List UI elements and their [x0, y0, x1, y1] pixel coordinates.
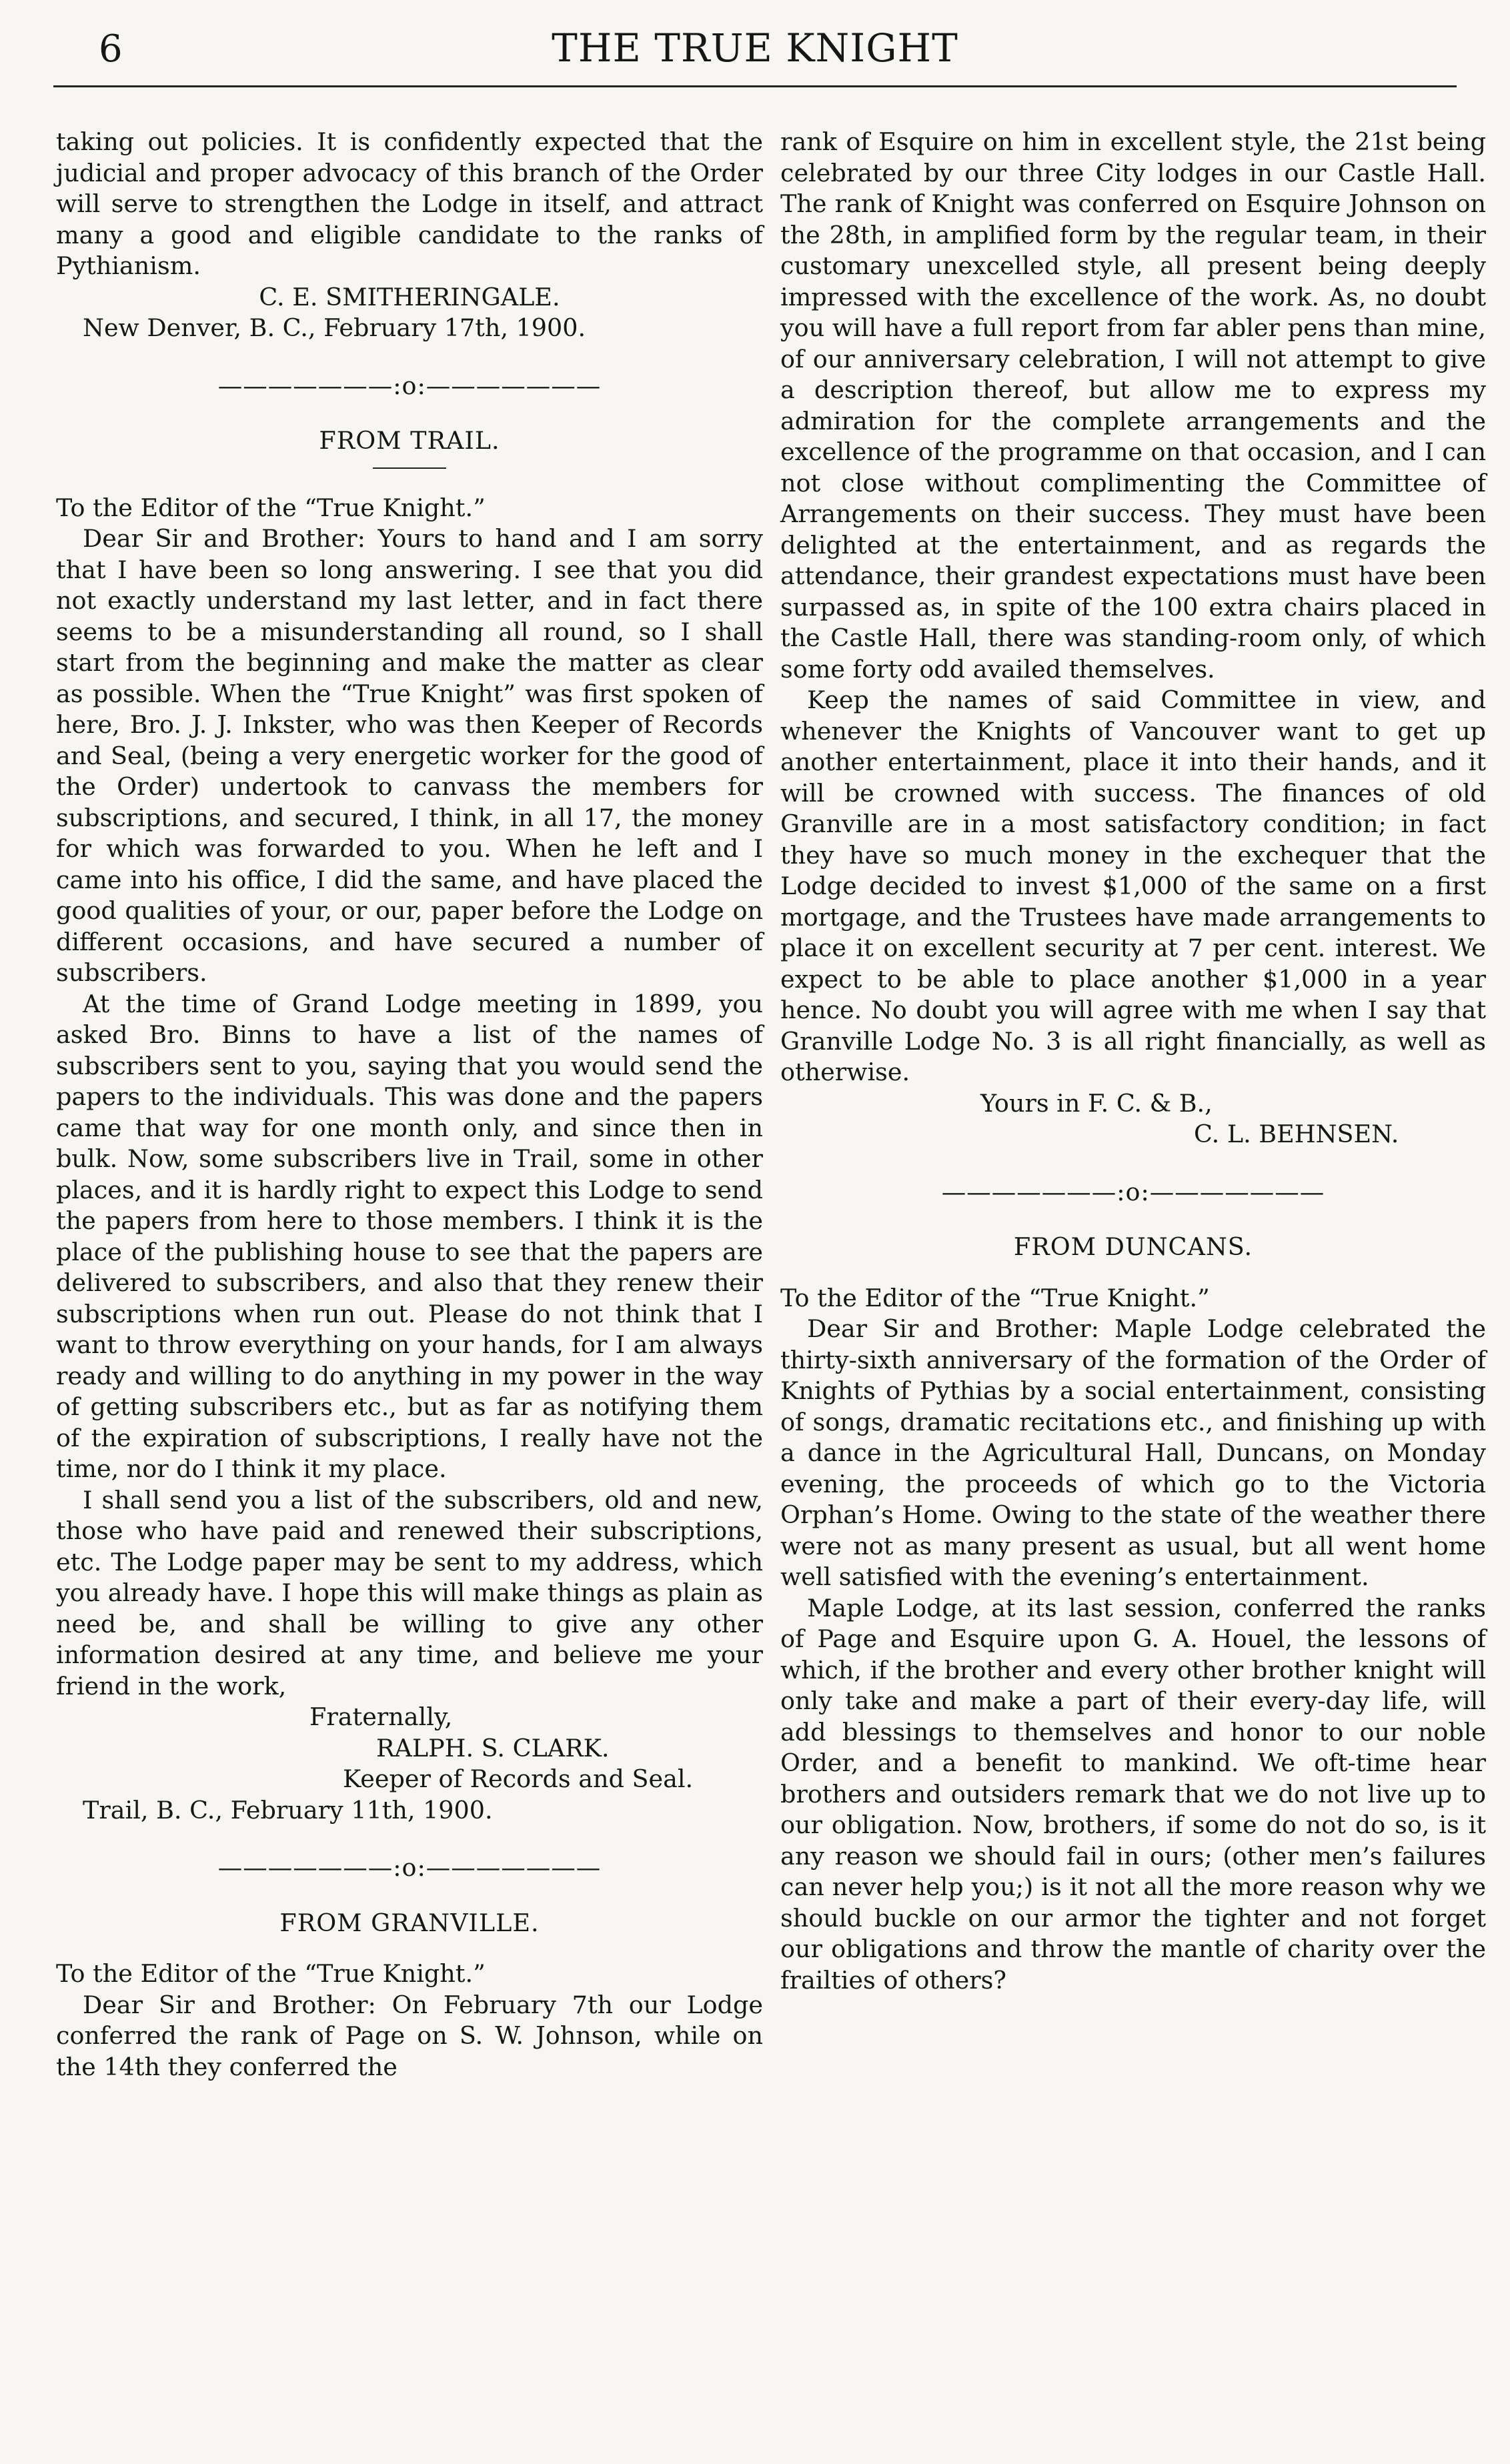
page-number: 6 — [99, 27, 123, 71]
publication-title: THE TRUE KNIGHT — [552, 25, 958, 71]
trail-office: Keeper of Records and Seal. — [343, 1764, 694, 1793]
section-separator: ———————:o:——————— — [941, 1177, 1325, 1206]
left-column — [56, 127, 763, 2083]
trail-paragraph-1: Dear Sir and Brother: Yours to hand and I am sorry that I have been so long answering. I see that you did not exactly understand my last letter, and in fact there seems to be a misunderstanding all round, so I shall start from the beginning and make the matter as clear as possible. When the “True Knight” was first spoken of here, Bro. J. J. Inkster, who was then Keeper of Records and Seal, (being a very energetic worker for the good of the Order) undertook to canvass the members for subscriptions, and secured, I think, in all 17, the money for which was forwarded to you. When he left and I came into his office, I did the same, and have placed the good qualities of your, or our, paper before the Lodge on different occasions, and have secured a number of subscribers. — [56, 524, 763, 987]
section-separator: ———————:o:——————— — [217, 1853, 602, 1882]
trail-place-date: Trail, B. C., February 11th, 1900. — [83, 1795, 493, 1824]
granville-closing: Yours in F. C. & B., — [980, 1088, 1213, 1118]
granville-signature: C. L. BEHNSEN. — [1194, 1120, 1399, 1148]
duncans-salutation: To the Editor of the “True Knight.” — [780, 1283, 1210, 1312]
trail-paragraph-2: At the time of Grand Lodge meeting in 1899, you asked Bro. Binns to have a list of the names of subscribers sent to you, saying that you would send the papers to the individuals. This was done and the papers came that way for one month only, and since then in bulk. Now, some subscribers live in Trail, some in other places, and it is hardly right to expect this Lodge to send the papers from here to those members. I think it is the place of the publishing house to see that the papers are delivered to subscribers, and also that they renew their subscriptions when run out. Please do not think that I want to throw everything on your hands, for I am always ready and willing to do anything in my power in the way of getting subscribers etc., but as far as notifying them of the expiration of subscriptions, I really have not the time, nor do I think it my place. — [56, 989, 763, 1483]
section-separator: ———————:o:——————— — [217, 371, 602, 400]
trail-closing: Fraternally, — [309, 1702, 453, 1731]
intro-paragraph: taking out policies. It is confidently expected that the judicial and proper advocacy of this branch of the Order will serve to strengthen the Lodge in itself, and attract many a good and eligible candidate to the ranks of Pythianism. — [56, 127, 763, 280]
title-rule — [373, 467, 446, 469]
trail-section-title: FROM TRAIL. — [319, 426, 500, 455]
intro-place-date: New Denver, B. C., February 17th, 1900. — [83, 313, 586, 342]
trail-paragraph-3: I shall send you a list of the subscribers, old and new, those who have paid and renewed their subscriptions, etc. The Lodge paper may be sent to my address, which you already have. I hope this will make things as plain as need be, and shall be willing to give any other information desired at any time, and believe me your friend in the work, — [56, 1485, 763, 1700]
trail-salutation: To the Editor of the “True Knight.” — [56, 493, 486, 522]
duncans-section-title: FROM DUNCANS. — [1013, 1232, 1253, 1261]
granville-salutation: To the Editor of the “True Knight.” — [56, 1959, 486, 1988]
right-column — [780, 127, 1486, 1996]
header-rule — [53, 85, 1457, 87]
duncans-paragraph-2: Maple Lodge, at its last session, conferred the ranks of Page and Esquire upon G. A. Houel, the lessons of which, if the brother and every other brother knight will only take and make a part of their every-day life, will add blessings to themselves and honor to our noble Order, and a benefit to mankind. We oft-time hear brothers and outsiders remark that we do not live up to our obligation. Now, brothers, if some do not do so, is it any reason we should fail in ours; (other men’s failures can never help you;) is it not all the more reason why we should buckle on our armor the tighter and not forget our obligations and throw the mantle of charity over the frailties of others? — [780, 1593, 1486, 1995]
duncans-paragraph-1: Dear Sir and Brother: Maple Lodge celebrated the thirty-sixth anniversary of the formation of the Order of Knights of Pythias by a social entertainment, consisting of songs, dramatic recitations etc., and finishing up with a dance in the Agricultural Hall, Duncans, on Monday evening, the proceeds of which go to the Victoria Orphan’s Home. Owing to the state of the weather there were not as many present as usual, but all went home well satisfied with the evening’s entertainment. — [780, 1314, 1486, 1591]
trail-signature: RALPH. S. CLARK. — [376, 1733, 610, 1762]
intro-signature: C. E. SMITHERINGALE. — [259, 282, 560, 311]
granville-section-title: FROM GRANVILLE. — [279, 1908, 540, 1937]
granville-paragraph-1: Dear Sir and Brother: On February 7th our Lodge conferred the rank of Page on S. W. Johnson, while on the 14th they conferred the — [56, 1990, 763, 2081]
granville-paragraph-2: Keep the names of said Committee in view, and whenever the Knights of Vancouver want to get up another entertainment, place it into their hands, and it will be crowned with success. The finances of old Granville are in a most satisfactory condition; in fact they have so much money in the exchequer that the Lodge decided to invest $1,000 of the same on a first mortgage, and the Trustees have made arrangements to place it on excellent security at 7 per cent. interest. We expect to be able to place another $1,000 in a year hence. No doubt you will agree with me when I say that Granville Lodge No. 3 is all right financially, as well as otherwise. — [780, 686, 1486, 1086]
granville-paragraph-1-continued: rank of Esquire on him in excellent style, the 21st being celebrated by our three City lodges in our Castle Hall. The rank of Knight was conferred on Esquire Johnson on the 28th, in amplified form by the regular team, in their customary unexcelled style, all present being deeply impressed with the excellence of the work. As, no doubt you will have a full report from far abler pens than mine, of our anniversary celebration, I will not attempt to give a description thereof, but allow me to express my admiration for the complete arrangements and the excellence of the programme on that occasion, and I can not close without complimenting the Committee of Arrangements on their success. They must have been delighted at the entertainment, and as regards the attendance, their grandest expectations must have been surpassed as, in spite of the 100 extra chairs placed in the Castle Hall, there was standing-room only, of which some forty odd availed themselves. — [780, 127, 1486, 684]
